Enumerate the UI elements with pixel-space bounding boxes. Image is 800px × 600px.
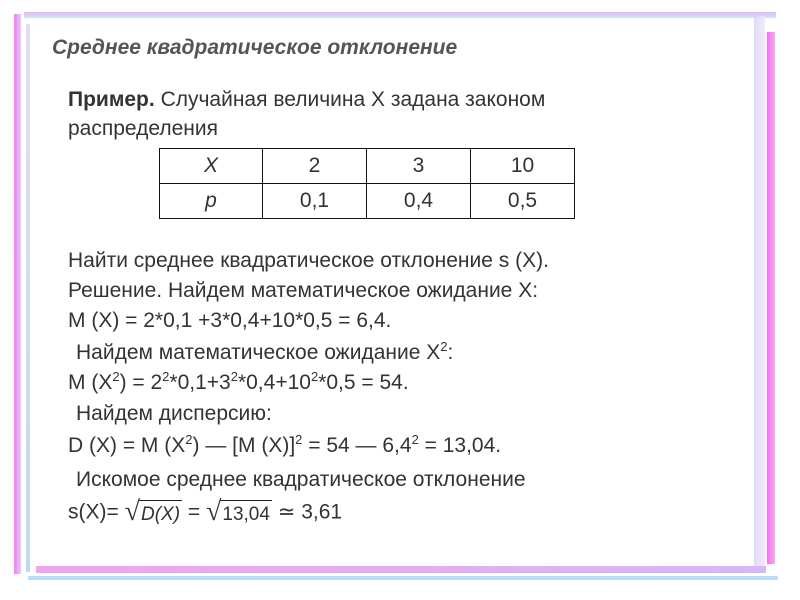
distribution-table bbox=[159, 148, 575, 219]
inner-left-decoration-bar bbox=[26, 24, 30, 572]
colon: : bbox=[447, 341, 454, 364]
mx2-middle: *0,1+3 bbox=[169, 371, 231, 394]
expectation-square-text: Найдем математическое ожидание X bbox=[76, 341, 441, 364]
sqrt-dx: √D(X) bbox=[124, 496, 181, 527]
table-row bbox=[160, 184, 575, 219]
probability-cell-0-4: 0,4 bbox=[367, 184, 471, 219]
example-text-continued: распределения bbox=[68, 117, 218, 140]
example-label: Пример. bbox=[68, 88, 155, 111]
square-superscript: 2 bbox=[440, 339, 448, 354]
dx-power-3: 2 bbox=[411, 432, 419, 447]
two-power-2: 2 bbox=[162, 369, 170, 384]
dx-tail: = 54 — 6,4 bbox=[308, 434, 412, 457]
three-power-2: 2 bbox=[230, 369, 238, 384]
mx2-prefix: M (X bbox=[68, 371, 113, 394]
table-cell-3: 3 bbox=[367, 149, 471, 184]
mx2-power: 2 bbox=[112, 369, 120, 384]
example-text: Случайная величина X задана законом bbox=[160, 88, 546, 111]
std-dev-label: s(X)= bbox=[68, 500, 119, 524]
std-dev-formula bbox=[68, 498, 342, 528]
task-line: Найти среднее квадратическое отклонение s (X). bbox=[68, 249, 549, 272]
solution-line: Решение. Найдем математическое ожидание X: bbox=[68, 279, 539, 302]
sqrt-value-content: 13,04 bbox=[220, 500, 272, 528]
table-cell-2: 2 bbox=[263, 149, 367, 184]
dx-power-2: 2 bbox=[295, 432, 303, 447]
dx-middle: ) — [M (X)] bbox=[192, 434, 296, 457]
page-title: Среднее квадратическое отклонение bbox=[52, 36, 458, 59]
mx2-middle-2: *0,4+10 bbox=[237, 371, 311, 394]
right-shadow-bar bbox=[754, 16, 765, 566]
expectation-square-formula bbox=[68, 369, 409, 396]
equals-sign: = bbox=[187, 500, 201, 524]
std-dev-heading: Искомое среднее квадратическое отклонение bbox=[76, 468, 526, 491]
top-decoration-bar bbox=[24, 12, 776, 18]
approx-result: ≃ 3,61 bbox=[277, 500, 343, 524]
dx-power-1: 2 bbox=[185, 432, 193, 447]
probability-cell-0-1: 0,1 bbox=[263, 184, 367, 219]
expectation-formula: M (X) = 2*0,1 +3*0,4+10*0,5 = 6,4. bbox=[68, 309, 392, 332]
dx-end: = 13,04. bbox=[424, 434, 502, 457]
bottom-decoration-bar bbox=[36, 566, 766, 573]
table-header-x: X bbox=[160, 149, 263, 184]
variance-heading: Найдем дисперсию: bbox=[76, 402, 272, 425]
expectation-square-line bbox=[76, 339, 453, 366]
example-line bbox=[68, 86, 545, 113]
mx2-equals: ) = 2 bbox=[119, 371, 163, 394]
right-decoration-bar bbox=[767, 32, 775, 564]
probability-cell-0-5: 0,5 bbox=[471, 184, 575, 219]
sqrt-value: √13,04 bbox=[206, 496, 270, 527]
table-row bbox=[160, 149, 575, 184]
mx2-tail: *0,5 = 54. bbox=[318, 371, 409, 394]
ten-power-2: 2 bbox=[310, 369, 319, 384]
variance-formula bbox=[68, 432, 501, 459]
dx-prefix: D (X) = M (X bbox=[68, 434, 186, 457]
table-header-p: p bbox=[160, 184, 263, 219]
sqrt-dx-content: D(X) bbox=[139, 500, 182, 528]
table-cell-10: 10 bbox=[471, 149, 575, 184]
left-decoration-bar bbox=[14, 14, 21, 574]
bottom-blue-line bbox=[28, 576, 778, 580]
